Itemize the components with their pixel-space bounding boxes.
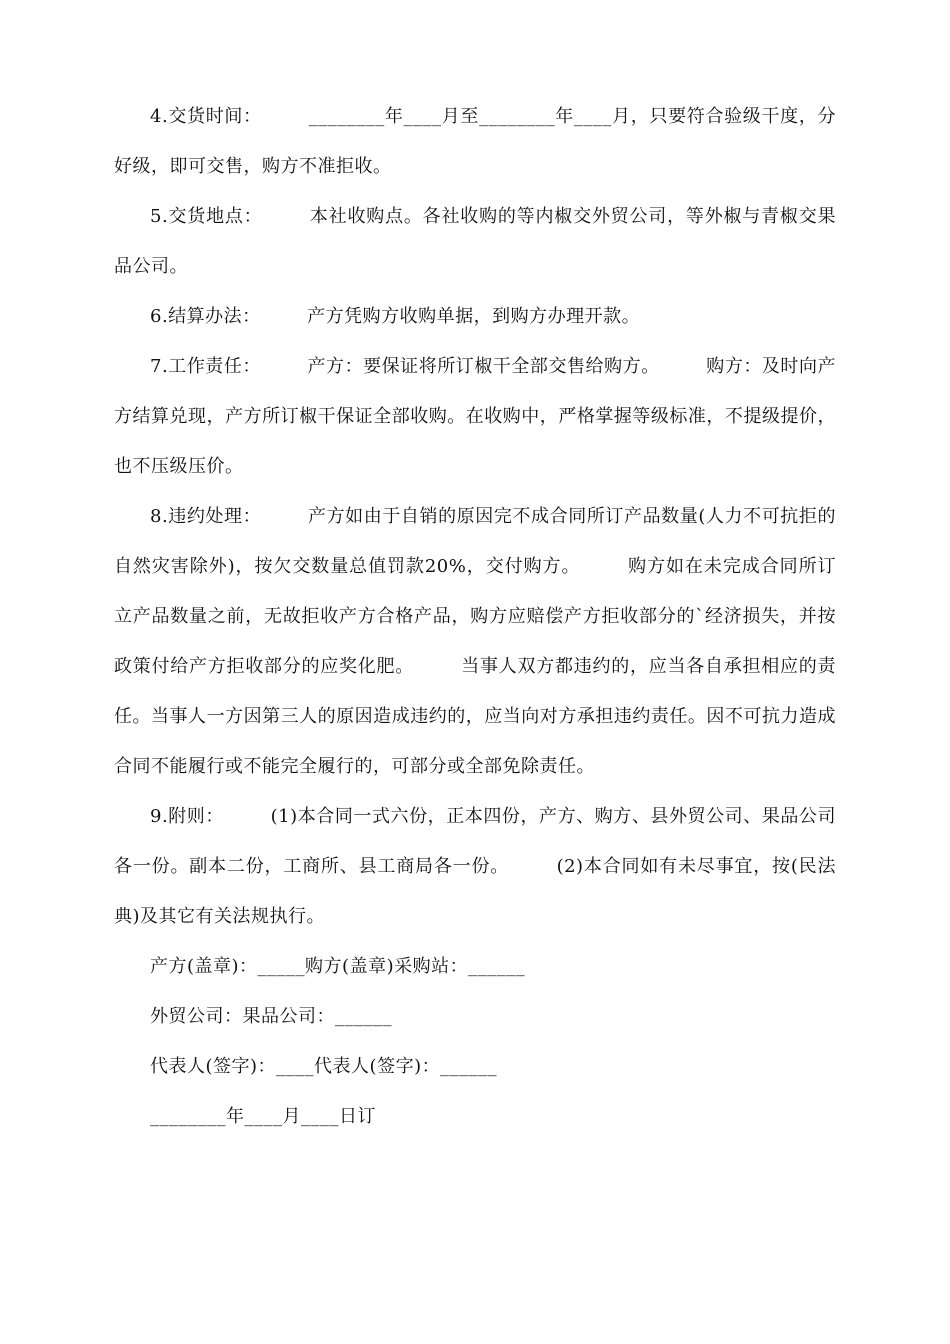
clause-delivery-location: 5.交货地点： 本社收购点。各社收购的等内椒交外贸公司，等外椒与青椒交果品公司。 [114, 206, 836, 277]
clause-breach-handling: 8.违约处理： 产方如由于自销的原因完不成合同所订产品数量(人力不可抗拒的自然灾害除外)，按欠交数量总值罚款20%，交付购方。 购方如在未完成合同所订立产品数量之前，无故拒收产方合格产品，购方应赔偿产方拒收部分的`经济损失，并按政策付给产方拒收部分的应奖化肥。 当事人双方都违约的，应当各自承担相应的责任。当事人一方因第三人的原因造成违约的，应当向对方承担违约责任。因不可抗力造成合同不能履行或不能完全履行的，可部分或全部免除责任。 [114, 506, 836, 777]
signature-line-companies: 外贸公司：果品公司：______ [150, 1006, 392, 1027]
signature-line-seals: 产方(盖章)：_____购方(盖章)采购站：______ [150, 956, 526, 977]
clause-settlement-method: 6.结算办法： 产方凭购方收购单据，到购方办理开款。 [150, 306, 641, 327]
signature-line-date: ________年____月____日订 [150, 1106, 376, 1127]
contract-body [114, 92, 836, 1142]
signature-line-representatives: 代表人(签字)：____代表人(签字)：______ [150, 1056, 498, 1077]
clause-work-responsibility: 7.工作责任： 产方：要保证将所订椒干全部交售给购方。 购方：及时向产方结算兑现，产方所订椒干保证全部收购。在收购中，严格掌握等级标准，不提级提价，也不压级压价。 [114, 356, 836, 477]
clause-supplementary-provisions: 9.附则： (1)本合同一式六份，正本四份，产方、购方、县外贸公司、果品公司各一份。副本二份，工商所、县工商局各一份。 (2)本合同如有未尽事宜，按(民法典)及其它有关法规执行。 [114, 806, 836, 927]
clause-delivery-time: 4.交货时间： ________年____月至________年____月，只要符合验级干度，分好级，即可交售，购方不准拒收。 [114, 106, 836, 177]
